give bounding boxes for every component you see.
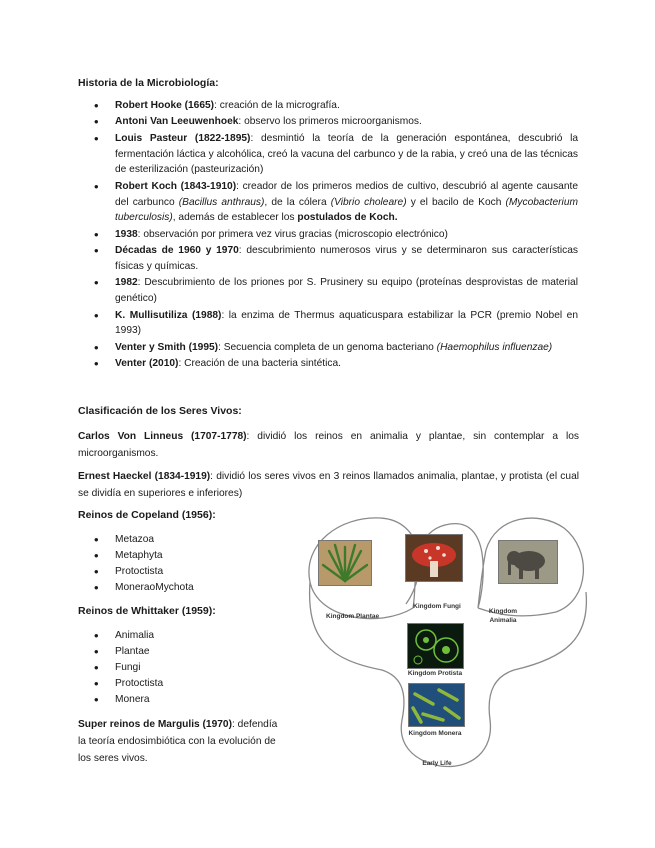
list-item: • 1938: observación por primera vez virus gracias (microscopio electrónico) bbox=[78, 227, 578, 243]
label-plantae: Kingdom Plantae bbox=[326, 613, 380, 620]
bacteria-icon bbox=[409, 684, 464, 726]
mushroom-icon bbox=[406, 535, 462, 581]
monera-image bbox=[408, 683, 465, 727]
list-item: • Antoni Van Leeuwenhoek: observo los primeros microorganismos. bbox=[78, 114, 578, 130]
whittaker-heading: Reinos de Whittaker (1959): bbox=[78, 605, 216, 617]
list-item: • Metazoa bbox=[78, 532, 194, 548]
label-protista: Kingdom Protista bbox=[407, 670, 463, 677]
protista-icon bbox=[408, 624, 463, 668]
list-item: • Protoctista bbox=[78, 564, 194, 580]
plant-icon bbox=[319, 541, 371, 585]
list-item: • Venter y Smith (1995): Secuencia completa de un genoma bacteriano (Haemophilus influenzae) bbox=[78, 340, 578, 356]
list-item: • Plantae bbox=[78, 644, 163, 660]
protista-image bbox=[407, 623, 464, 669]
list-item: • Louis Pasteur (1822-1895): desmintió la teoría de la generación espontánea, descubrió la fermentación láctica y alcohólica, creó la vacuna del carbunco y de la rabia, y creó una de las técnicas de esterilización (pasteurización) bbox=[78, 131, 578, 178]
list-item: • Robert Hooke (1665): creación de la micrografía. bbox=[78, 98, 578, 114]
list-item: • K. Mullisutiliza (1988): la enzima de Thermus aquaticuspara estabilizar la PCR (premio Nobel en 1993) bbox=[78, 308, 578, 340]
list-item: • Metaphyta bbox=[78, 548, 194, 564]
list-item: • MoneraoMychota bbox=[78, 580, 194, 596]
label-monera: Kingdom Monera bbox=[408, 730, 462, 737]
label-fungi: Kingdom Fungi bbox=[413, 603, 461, 610]
list-item: • Protoctista bbox=[78, 676, 163, 692]
list-item: • 1982: Descubrimiento de los priones por S. Prusinery su equipo (proteínas desprovistas de material genético) bbox=[78, 275, 578, 307]
haeckel-paragraph: Ernest Haeckel (1834-1919): dividió los seres vivos en 3 reinos llamados animalia, plantae, y protista (el cual se dividía en superiores e inferiores) bbox=[78, 471, 579, 499]
margulis-paragraph: Super reinos de Margulis (1970): defendía la teoría endosimbiótica con la evolución de los seres vivos. bbox=[78, 719, 278, 764]
list-item: • Venter (2010): Creación de una bacteria sintética. bbox=[78, 356, 578, 372]
kingdoms-diagram bbox=[300, 510, 590, 772]
label-animalia-2: Animalia bbox=[489, 617, 517, 624]
whittaker-list bbox=[78, 628, 163, 708]
list-item: • Monera bbox=[78, 692, 163, 708]
linneus-paragraph: Carlos Von Linneus (1707-1778): dividió los reinos en animalia y plantae, sin contemplar a los microorganismos. bbox=[78, 431, 579, 459]
label-early-life: Early Life bbox=[422, 760, 452, 767]
copeland-list bbox=[78, 532, 194, 596]
list-item: • Décadas de 1960 y 1970: descubrimiento numerosos virus y se determinaron sus características físicas y químicas. bbox=[78, 243, 578, 275]
label-animalia-1: Kingdom bbox=[488, 608, 518, 615]
plantae-image bbox=[318, 540, 372, 586]
fungi-image bbox=[405, 534, 463, 582]
animalia-image bbox=[498, 540, 558, 584]
list-item: • Fungi bbox=[78, 660, 163, 676]
elephant-icon bbox=[499, 541, 557, 583]
list-item: • Animalia bbox=[78, 628, 163, 644]
classification-heading: Clasificación de los Seres Vivos: bbox=[78, 405, 242, 417]
history-heading: Historia de la Microbiología: bbox=[78, 77, 219, 89]
copeland-heading: Reinos de Copeland (1956): bbox=[78, 509, 216, 521]
history-list bbox=[78, 98, 578, 372]
list-item: • Robert Koch (1843-1910): creador de los primeros medios de cultivo, descubrió al agente causante del carbunco (Bacillus anthraus), de la cólera (Vibrio choleare) y el bacilo de Koch (Mycobacterium tuberculosis), además de establecer los postulados de Koch. bbox=[78, 179, 578, 226]
